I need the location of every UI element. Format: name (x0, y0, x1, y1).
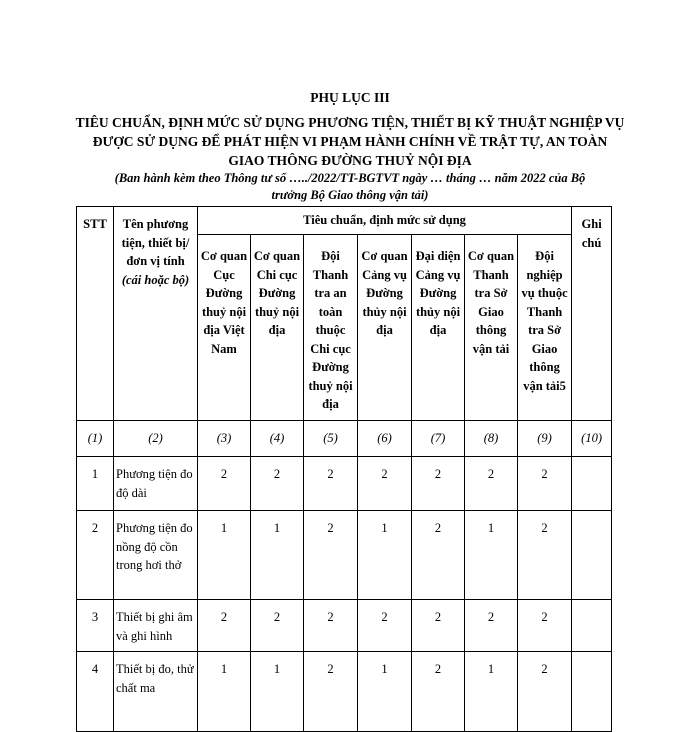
row-value: 2 (198, 600, 251, 652)
header-col-3: Cơ quan Cục Đường thuỷ nội địa Việt Nam (198, 235, 251, 421)
row-name: Phương tiện đo nồng độ cồn trong hơi thở (114, 511, 198, 600)
row-value: 2 (518, 511, 572, 600)
index-cell: (8) (465, 421, 518, 457)
row-value: 2 (412, 600, 465, 652)
row-value: 2 (358, 600, 412, 652)
row-value: 2 (465, 457, 518, 511)
row-value: 2 (412, 511, 465, 600)
table-row (77, 652, 612, 732)
row-value: 2 (412, 652, 465, 732)
heading-line: TIÊU CHUẨN, ĐỊNH MỨC SỬ DỤNG PHƯƠNG TIỆN, THIẾT BỊ KỸ THUẬT NGHIỆP VỤ (75, 115, 625, 130)
row-note (572, 511, 612, 600)
header-name (114, 207, 198, 421)
row-stt: 3 (77, 600, 114, 652)
row-stt: 1 (77, 457, 114, 511)
index-cell: (5) (304, 421, 358, 457)
header-stt: STT (77, 207, 114, 421)
row-name: Thiết bị đo, thử chất ma (114, 652, 198, 732)
subtitle-line: (Ban hành kèm theo Thông tư số …../2022/TT-BGTVT ngày … tháng … năm 2022 của Bộ (114, 171, 586, 185)
header-col-7: Đại diện Cảng vụ Đường thủy nội địa (412, 235, 465, 421)
row-value: 1 (198, 652, 251, 732)
index-cell: (3) (198, 421, 251, 457)
header-group: Tiêu chuẩn, định mức sử dụng (198, 207, 572, 235)
header-col-6: Cơ quan Cảng vụ Đường thủy nội địa (358, 235, 412, 421)
index-cell: (9) (518, 421, 572, 457)
row-value: 1 (465, 511, 518, 600)
heading-line: GIAO THÔNG ĐƯỜNG THUỶ NỘI ĐỊA (228, 153, 472, 168)
heading-line: ĐƯỢC SỬ DỤNG ĐỂ PHÁT HIỆN VI PHẠM HÀNH CHÍNH VỀ TRẬT TỰ, AN TOÀN (92, 134, 608, 149)
row-value: 2 (198, 457, 251, 511)
row-value: 1 (198, 511, 251, 600)
index-cell: (2) (114, 421, 198, 457)
table-row (77, 457, 612, 511)
row-value: 2 (304, 511, 358, 600)
header-col-4: Cơ quan Chi cục Đường thuỷ nội địa (251, 235, 304, 421)
header-col-8: Cơ quan Thanh tra Sở Giao thông vận tải (465, 235, 518, 421)
table-row (77, 600, 612, 652)
row-stt: 2 (77, 511, 114, 600)
header-name-text: Tên phương tiện, thiết bị/ đơn vị tính (121, 217, 190, 268)
row-value: 2 (304, 652, 358, 732)
row-value: 1 (358, 652, 412, 732)
row-note (572, 600, 612, 652)
row-value: 2 (358, 457, 412, 511)
row-note (572, 652, 612, 732)
row-value: 1 (465, 652, 518, 732)
index-cell: (1) (77, 421, 114, 457)
document-heading (60, 113, 640, 170)
row-value: 1 (251, 511, 304, 600)
row-value: 2 (304, 600, 358, 652)
header-col-9: Đội nghiệp vụ thuộc Thanh tra Sở Giao thông vận tải5 (518, 235, 572, 421)
row-value: 2 (251, 600, 304, 652)
subtitle-line: trưởng Bộ Giao thông vận tải) (271, 188, 429, 202)
row-value: 1 (251, 652, 304, 732)
table-row (77, 511, 612, 600)
row-value: 2 (412, 457, 465, 511)
row-name: Phương tiện đo độ dài (114, 457, 198, 511)
row-value: 2 (304, 457, 358, 511)
header-notes: Ghi chú (572, 207, 612, 421)
row-stt: 4 (77, 652, 114, 732)
row-note (572, 457, 612, 511)
index-cell: (10) (572, 421, 612, 457)
standards-table (76, 206, 612, 732)
index-cell: (7) (412, 421, 465, 457)
appendix-title: PHỤ LỤC III (310, 90, 390, 105)
header-name-unit: (cái hoặc bộ) (121, 272, 190, 287)
row-value: 2 (518, 652, 572, 732)
row-name: Thiết bị ghi âm và ghi hình (114, 600, 198, 652)
document-subtitle (60, 170, 640, 204)
row-value: 2 (518, 457, 572, 511)
row-value: 2 (465, 600, 518, 652)
row-value: 1 (358, 511, 412, 600)
row-value: 2 (251, 457, 304, 511)
index-cell: (4) (251, 421, 304, 457)
row-value: 2 (518, 600, 572, 652)
index-cell: (6) (358, 421, 412, 457)
header-col-5: Đội Thanh tra an toàn thuộc Chi cục Đường thuỷ nội địa (304, 235, 358, 421)
